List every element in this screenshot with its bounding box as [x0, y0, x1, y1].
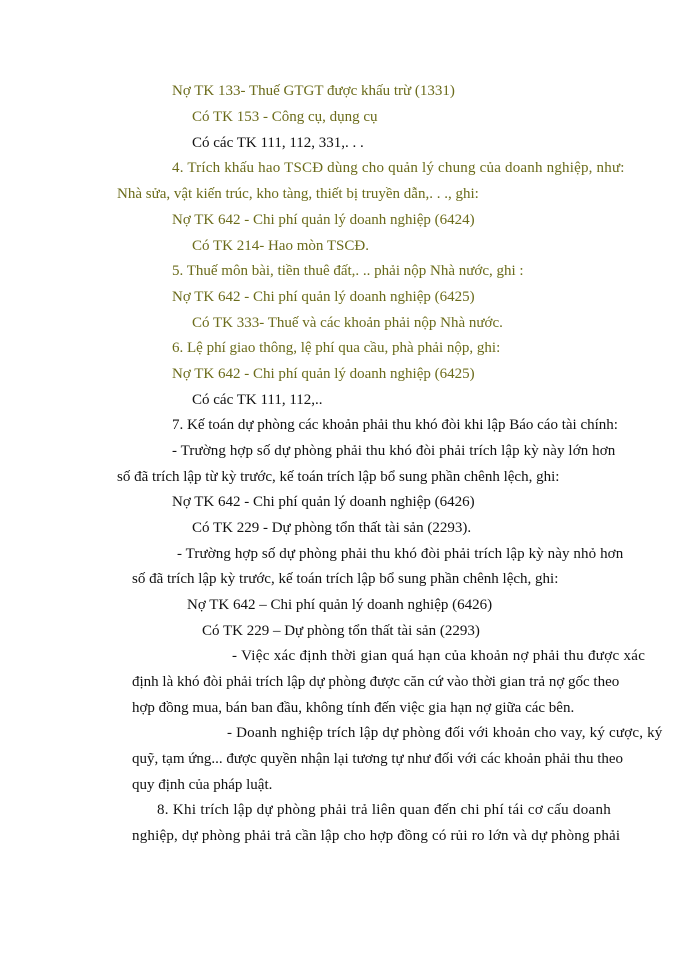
- text-line-7: Có TK 214- Hao mòn TSCĐ.: [192, 238, 369, 254]
- text-line-2: Có TK 153 - Công cụ, dụng cụ: [192, 109, 378, 125]
- text-line-14: 7. Kế toán dự phòng các khoản phải thu khó đòi khi lập Báo cáo tài chính:: [172, 417, 618, 433]
- text-line-22: Có TK 229 – Dự phòng tổn thất tài sản (2293): [202, 623, 480, 639]
- text-line-5: Nhà sửa, vật kiến trúc, kho tàng, thiết bị truyền dẫn,. . ., ghi:: [117, 186, 479, 202]
- text-line-4: 4. Trích khấu hao TSCĐ dùng cho quản lý chung của doanh nghiệp, như:: [172, 160, 625, 176]
- text-line-23: - Việc xác định thời gian quá hạn của khoản nợ phải thu được xác: [232, 648, 646, 664]
- text-line-21: Nợ TK 642 – Chi phí quản lý doanh nghiệp (6426): [187, 597, 493, 613]
- text-line-1: Nợ TK 133- Thuế GTGT được khấu trừ (1331): [172, 83, 455, 99]
- text-line-17: Nợ TK 642 - Chi phí quản lý doanh nghiệp (6426): [172, 494, 475, 510]
- text-line-12: Nợ TK 642 - Chi phí quản lý doanh nghiệp (6425): [172, 366, 475, 382]
- text-line-11: 6. Lệ phí giao thông, lệ phí qua cầu, phà phải nộp, ghi:: [172, 340, 501, 356]
- text-line-9: Nợ TK 642 - Chi phí quản lý doanh nghiệp (6425): [172, 289, 475, 305]
- text-line-19: - Trường hợp số dự phòng phải thu khó đòi phải trích lập kỳ này nhỏ hơn: [177, 546, 624, 562]
- text-line-10: Có TK 333- Thuế và các khoản phải nộp Nhà nước.: [192, 315, 503, 331]
- text-line-8: 5. Thuế môn bài, tiền thuê đất,. .. phải nộp Nhà nước, ghi :: [172, 263, 524, 279]
- text-line-15: - Trường hợp số dự phòng phải thu khó đòi phải trích lập kỳ này lớn hơn: [172, 443, 616, 459]
- text-line-24: định là khó đòi phải trích lập dự phòng được căn cứ vào thời gian trả nợ gốc theo: [132, 674, 620, 690]
- text-line-30: nghiệp, dự phòng phải trả cần lập cho hợp đồng có rủi ro lớn và dự phòng phải: [132, 828, 621, 844]
- text-line-20: số đã trích lập kỳ trước, kế toán trích lập bổ sung phần chênh lệch, ghi:: [132, 571, 559, 587]
- text-line-27: quỹ, tạm ứng... được quyền nhận lại tương tự như đối với các khoản phải thu theo: [132, 751, 624, 767]
- text-line-25: hợp đồng mua, bán ban đầu, không tính đến việc gia hạn nợ giữa các bên.: [132, 700, 575, 716]
- text-line-13: Có các TK 111, 112,..: [192, 392, 323, 408]
- text-line-28: quy định của pháp luật.: [132, 777, 273, 793]
- text-line-26: - Doanh nghiệp trích lập dự phòng đối với khoản cho vay, ký cược, ký: [227, 725, 663, 741]
- text-line-16: số đã trích lập từ kỳ trước, kế toán trích lập bổ sung phần chênh lệch, ghi:: [117, 469, 560, 485]
- text-line-18: Có TK 229 - Dự phòng tổn thất tài sản (2293).: [192, 520, 472, 536]
- text-line-3: Có các TK 111, 112, 331,. . .: [192, 135, 364, 151]
- text-line-29: 8. Khi trích lập dự phòng phải trả liên quan đến chi phí tái cơ cấu doanh: [157, 802, 612, 818]
- text-line-6: Nợ TK 642 - Chi phí quản lý doanh nghiệp (6424): [172, 212, 475, 228]
